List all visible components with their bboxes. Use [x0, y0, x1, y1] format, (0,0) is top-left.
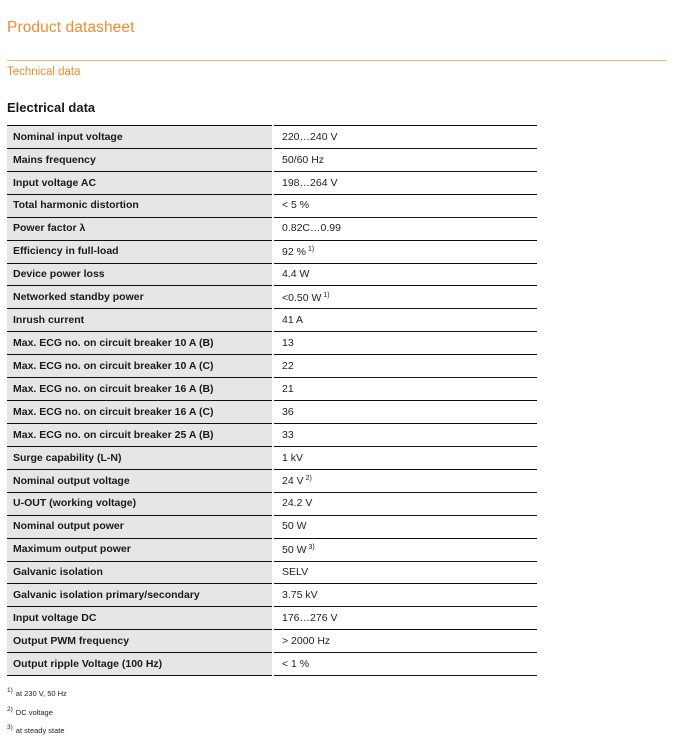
footnote-reference: 1)	[323, 291, 330, 299]
table-row	[7, 401, 537, 424]
row-value: > 2000 Hz	[282, 634, 331, 647]
row-label: Total harmonic distortion	[7, 194, 273, 217]
footnote-3	[7, 719, 67, 738]
row-value: 4.4 W	[282, 268, 310, 281]
row-value: 36	[282, 405, 294, 418]
row-label: Nominal output power	[7, 515, 273, 538]
footnote-mark: 3)	[7, 724, 13, 731]
table-row	[7, 217, 537, 240]
table-row	[7, 126, 537, 149]
row-value-cell	[273, 217, 537, 240]
row-value: < 1 %	[282, 657, 310, 670]
row-value: 3.75 kV	[282, 589, 318, 602]
row-value: 176…276 V	[282, 612, 338, 625]
table-body	[7, 126, 537, 676]
table-row	[7, 538, 537, 561]
table-row	[7, 171, 537, 194]
row-label: Max. ECG no. on circuit breaker 16 A (C)	[7, 401, 273, 424]
row-label: Surge capability (L-N)	[7, 446, 273, 469]
row-label: Nominal input voltage	[7, 126, 273, 149]
row-label: Galvanic isolation	[7, 561, 273, 584]
row-value-cell	[273, 561, 537, 584]
row-value: 0.82C…0.99	[282, 222, 341, 235]
row-value-cell	[273, 630, 537, 653]
section-label: Technical data	[7, 66, 81, 78]
row-value-cell	[273, 194, 537, 217]
row-label: Output PWM frequency	[7, 630, 273, 653]
row-value-cell	[273, 607, 537, 630]
row-label: Nominal output voltage	[7, 469, 273, 492]
table-row	[7, 446, 537, 469]
row-label: Input voltage DC	[7, 607, 273, 630]
row-value: SELV	[282, 566, 309, 579]
row-value-cell	[273, 148, 537, 171]
table-row	[7, 561, 537, 584]
row-value-cell	[273, 515, 537, 538]
row-value: <0.50 W	[282, 291, 322, 304]
table-row	[7, 355, 537, 378]
row-label: Networked standby power	[7, 286, 273, 309]
row-value-cell	[273, 286, 537, 309]
footnote-reference: 1)	[307, 245, 315, 253]
row-value-cell	[273, 653, 537, 676]
table-row	[7, 240, 537, 263]
section-heading: Electrical data	[7, 100, 96, 115]
table-row	[7, 492, 537, 515]
footnote-reference: 2)	[305, 475, 312, 483]
footnote-text: at steady state	[15, 726, 65, 735]
row-value-cell	[273, 584, 537, 607]
footnote-2	[7, 701, 67, 720]
row-value: 198…264 V	[282, 176, 338, 189]
row-value-cell	[273, 263, 537, 286]
row-value: 24 V	[282, 475, 304, 488]
footnote-reference: 3)	[308, 543, 315, 551]
row-label: Efficiency in full-load	[7, 240, 273, 263]
table-row	[7, 332, 537, 355]
row-value-cell	[273, 492, 537, 515]
row-label: U-OUT (working voltage)	[7, 492, 273, 515]
row-value: 220…240 V	[282, 130, 338, 143]
table-row	[7, 378, 537, 401]
table-row	[7, 423, 537, 446]
table-row	[7, 309, 537, 332]
row-label: Maximum output power	[7, 538, 273, 561]
footnote-1	[7, 682, 67, 701]
row-label: Mains frequency	[7, 148, 273, 171]
row-value-cell	[273, 332, 537, 355]
row-value-cell	[273, 401, 537, 424]
row-label: Output ripple Voltage (100 Hz)	[7, 653, 273, 676]
row-value-cell	[273, 309, 537, 332]
row-label: Max. ECG no. on circuit breaker 16 A (B)	[7, 378, 273, 401]
row-value: 50/60 Hz	[282, 153, 325, 166]
electrical-data-table	[7, 125, 537, 676]
row-value-cell	[273, 446, 537, 469]
row-label: Max. ECG no. on circuit breaker 10 A (C)	[7, 355, 273, 378]
footnote-text: DC voltage	[15, 707, 53, 717]
row-value: 33	[282, 428, 294, 441]
row-value: 22	[282, 359, 294, 372]
row-label: Inrush current	[7, 309, 273, 332]
table-row	[7, 286, 537, 309]
row-value: 21	[282, 382, 294, 395]
row-value-cell	[273, 126, 537, 149]
table-row	[7, 515, 537, 538]
row-label: Input voltage AC	[7, 171, 273, 194]
row-label: Max. ECG no. on circuit breaker 25 A (B)	[7, 423, 273, 446]
row-value-cell	[273, 538, 537, 561]
table-row	[7, 653, 537, 676]
footnote-mark: 2)	[7, 705, 13, 713]
row-value-cell	[273, 171, 537, 194]
table-row	[7, 469, 537, 492]
row-value: 50 W	[282, 520, 307, 533]
row-value: < 5 %	[282, 199, 310, 212]
row-label: Max. ECG no. on circuit breaker 10 A (B)	[7, 332, 273, 355]
table-row	[7, 194, 537, 217]
row-value-cell	[273, 423, 537, 446]
row-value-cell	[273, 355, 537, 378]
row-label: Device power loss	[7, 263, 273, 286]
row-value-cell	[273, 378, 537, 401]
row-value: 1 kV	[282, 451, 304, 464]
header-divider	[7, 60, 667, 61]
footnote-text: at 230 V, 50 Hz	[15, 689, 67, 698]
row-value-cell	[273, 469, 537, 492]
row-value: 13	[282, 337, 294, 349]
table-row	[7, 584, 537, 607]
footnotes	[7, 682, 67, 738]
row-value: 24.2 V	[282, 497, 313, 510]
row-label: Galvanic isolation primary/secondary	[7, 584, 273, 607]
row-label: Power factor λ	[7, 217, 273, 240]
row-value: 92 %	[282, 245, 306, 258]
page-title: Product datasheet	[7, 19, 135, 36]
table-row	[7, 630, 537, 653]
table-row	[7, 263, 537, 286]
row-value: 50 W	[282, 543, 307, 556]
table-row	[7, 148, 537, 171]
row-value-cell	[273, 240, 537, 263]
footnote-mark: 1)	[7, 687, 13, 694]
table-row	[7, 607, 537, 630]
row-value: 41 A	[282, 314, 304, 327]
